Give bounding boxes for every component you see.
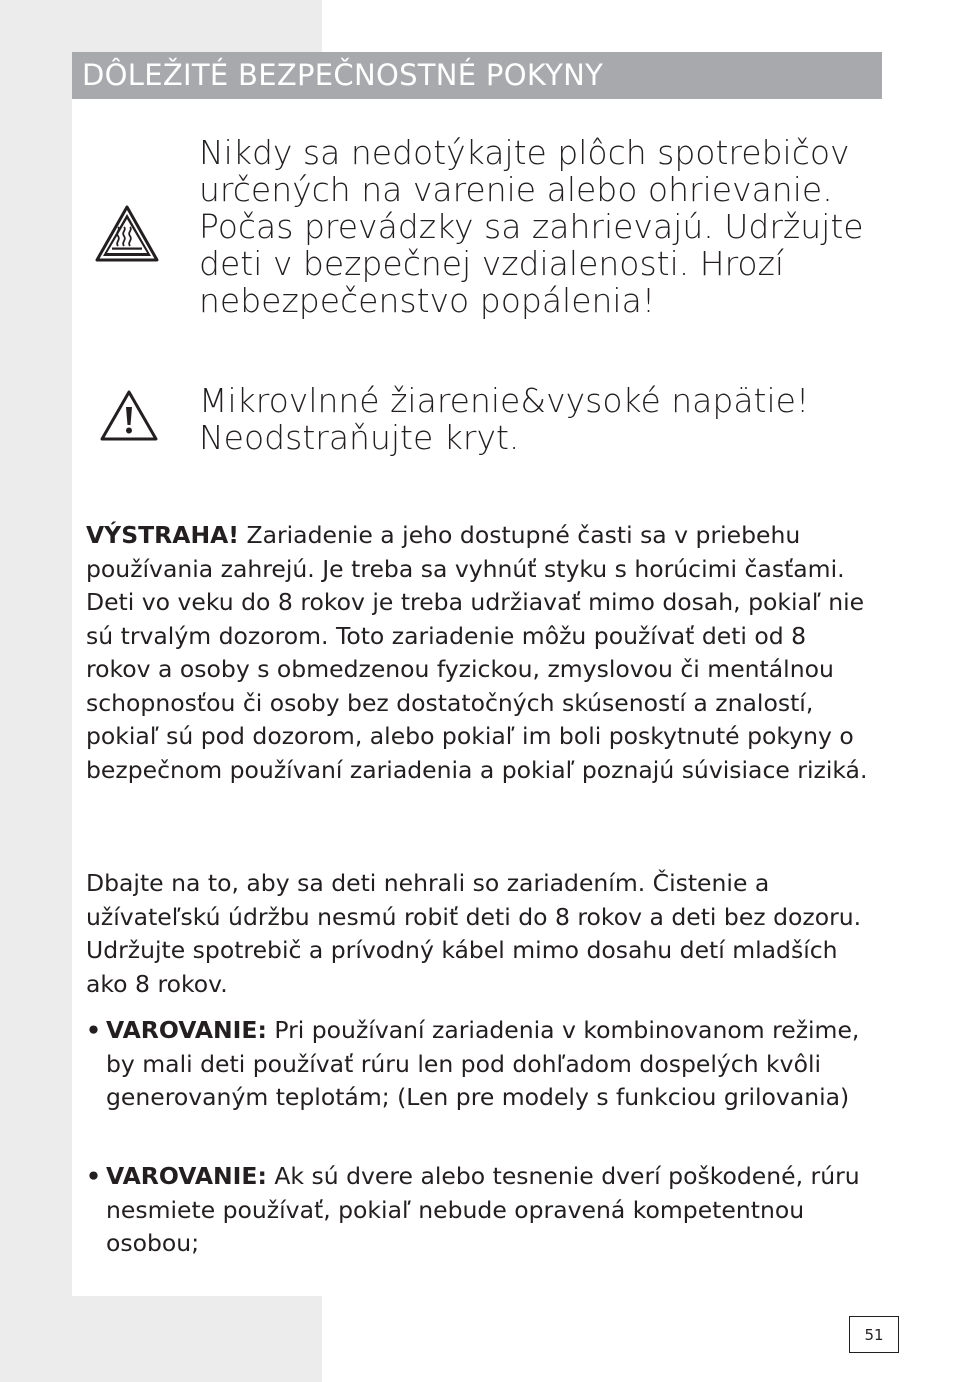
children-paragraph-text: Dbajte na to, aby sa deti nehrali so zariadením. Čistenie a užívateľskú údržbu nesmú robiť deti do 8 rokov a deti bez dozoru. Udržujte spotrebič a prívodný kábel mimo dosahu detí mladších ako 8 rokov.	[86, 869, 862, 998]
bullet-item	[86, 1160, 876, 1261]
hot-surface-warning	[72, 134, 882, 364]
exclamation-warning-icon	[98, 388, 160, 448]
hot-surface-warning-icon	[94, 204, 160, 268]
section-header	[72, 52, 882, 99]
microwave-voltage-warning	[72, 382, 882, 462]
page-number: 51	[849, 1316, 899, 1353]
warning-paragraph-text: Zariadenie a jeho dostupné časti sa v priebehu používania zahrejú. Je treba sa vyhnúť styku s horúcimi časťami. Deti vo veku do 8 rokov je treba udržiavať mimo dosah, pokiaľ nie sú trvalým dozorom. Toto zariadenie môžu používať deti od 8 rokov a osoby s obmedzenou fyzickou, zmyslovou či mentálnou schopnosťou či osoby bez dostatočných skúseností a znalostí, pokiaľ sú pod dozorom, alebo pokiaľ im boli poskytnuté pokyny o bezpečnom používaní zariadenia a pokiaľ poznajú súvisiace riziká.	[86, 521, 868, 784]
warning-lead: VÝSTRAHA!	[86, 521, 240, 549]
microwave-voltage-warning-text: Mikrovlnné žiarenie&vysoké napätie! Neodstraňujte kryt.	[199, 381, 810, 457]
bullet-marker: •	[86, 1162, 102, 1190]
warning-paragraph	[86, 519, 876, 787]
bullet-marker: •	[86, 1016, 102, 1044]
bullet-text: Ak sú dvere alebo tesnenie dverí poškodené, rúru nesmiete používať, pokiaľ nebude opravená kompetentnou osobou;	[106, 1162, 860, 1257]
bullet-text: Pri používaní zariadenia v kombinovanom režime, by mali deti používať rúru len pod dohľadom dospelých kvôli generovaným teplotám; (Len pre modely s funkciou grilovania)	[106, 1016, 860, 1111]
bullet-lead: VAROVANIE:	[106, 1162, 267, 1190]
bullet-item	[86, 1014, 876, 1115]
section-title: DÔLEŽITÉ BEZPEČNOSTNÉ POKYNY	[82, 58, 604, 92]
children-paragraph	[86, 867, 876, 1001]
bullet-lead: VAROVANIE:	[106, 1016, 267, 1044]
hot-surface-warning-text: Nikdy sa nedotýkajte plôch spotrebičov určených na varenie alebo ohrievanie. Počas prevádzky sa zahrievajú. Udržujte deti v bezpečnej vzdialenosti. Hrozí nebezpečenstvo popálenia!	[199, 133, 864, 320]
